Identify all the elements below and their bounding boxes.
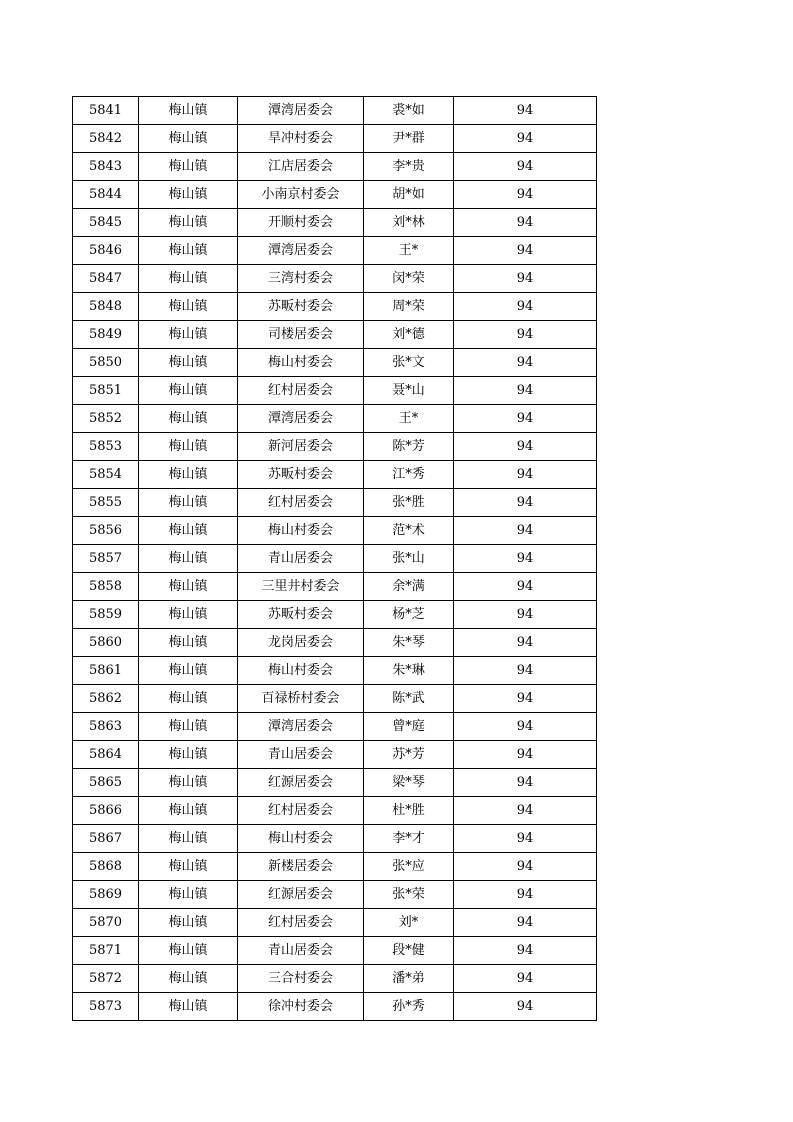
- committee-cell: 新楼居委会: [238, 853, 364, 881]
- town-cell: 梅山镇: [139, 153, 238, 181]
- table-row: [73, 573, 597, 601]
- town-cell: 梅山镇: [139, 405, 238, 433]
- committee-cell: 江店居委会: [238, 153, 364, 181]
- table-row: [73, 993, 597, 1021]
- committee-cell: 青山居委会: [238, 545, 364, 573]
- row-number-cell: 5850: [73, 349, 139, 377]
- score-cell: 94: [454, 349, 597, 377]
- person-name-cell: 潘*弟: [364, 965, 454, 993]
- score-cell: 94: [454, 517, 597, 545]
- row-number-cell: 5868: [73, 853, 139, 881]
- row-number-cell: 5858: [73, 573, 139, 601]
- row-number-cell: 5872: [73, 965, 139, 993]
- score-cell: 94: [454, 937, 597, 965]
- score-cell: 94: [454, 433, 597, 461]
- table-row: [73, 237, 597, 265]
- person-name-cell: 张*荣: [364, 881, 454, 909]
- table-row: [73, 153, 597, 181]
- row-number-cell: 5842: [73, 125, 139, 153]
- row-number-cell: 5855: [73, 489, 139, 517]
- person-name-cell: 周*荣: [364, 293, 454, 321]
- table-row: [73, 349, 597, 377]
- town-cell: 梅山镇: [139, 769, 238, 797]
- table-row: [73, 265, 597, 293]
- row-number-cell: 5869: [73, 881, 139, 909]
- person-name-cell: 裘*如: [364, 97, 454, 125]
- table-row: [73, 825, 597, 853]
- table-row: [73, 405, 597, 433]
- table-row: [73, 97, 597, 125]
- score-cell: 94: [454, 545, 597, 573]
- table-row: [73, 517, 597, 545]
- committee-cell: 苏畈村委会: [238, 461, 364, 489]
- person-name-cell: 陈*芳: [364, 433, 454, 461]
- row-number-cell: 5863: [73, 713, 139, 741]
- score-cell: 94: [454, 629, 597, 657]
- committee-cell: 三里井村委会: [238, 573, 364, 601]
- table-row: [73, 685, 597, 713]
- row-number-cell: 5859: [73, 601, 139, 629]
- town-cell: 梅山镇: [139, 433, 238, 461]
- row-number-cell: 5852: [73, 405, 139, 433]
- row-number-cell: 5854: [73, 461, 139, 489]
- row-number-cell: 5847: [73, 265, 139, 293]
- score-cell: 94: [454, 181, 597, 209]
- person-name-cell: 苏*芳: [364, 741, 454, 769]
- person-name-cell: 杜*胜: [364, 797, 454, 825]
- person-name-cell: 聂*山: [364, 377, 454, 405]
- score-cell: 94: [454, 573, 597, 601]
- committee-cell: 苏畈村委会: [238, 293, 364, 321]
- row-number-cell: 5865: [73, 769, 139, 797]
- committee-cell: 梅山村委会: [238, 517, 364, 545]
- town-cell: 梅山镇: [139, 965, 238, 993]
- table-row: [73, 713, 597, 741]
- town-cell: 梅山镇: [139, 937, 238, 965]
- row-number-cell: 5861: [73, 657, 139, 685]
- table-row: [73, 797, 597, 825]
- committee-cell: 红村居委会: [238, 797, 364, 825]
- town-cell: 梅山镇: [139, 909, 238, 937]
- town-cell: 梅山镇: [139, 377, 238, 405]
- person-name-cell: 杨*芝: [364, 601, 454, 629]
- committee-cell: 潭湾居委会: [238, 237, 364, 265]
- score-cell: 94: [454, 853, 597, 881]
- town-cell: 梅山镇: [139, 685, 238, 713]
- row-number-cell: 5867: [73, 825, 139, 853]
- score-cell: 94: [454, 461, 597, 489]
- row-number-cell: 5866: [73, 797, 139, 825]
- committee-cell: 旱冲村委会: [238, 125, 364, 153]
- committee-cell: 红村居委会: [238, 489, 364, 517]
- committee-cell: 开顺村委会: [238, 209, 364, 237]
- town-cell: 梅山镇: [139, 349, 238, 377]
- score-cell: 94: [454, 769, 597, 797]
- town-cell: 梅山镇: [139, 125, 238, 153]
- score-cell: 94: [454, 125, 597, 153]
- committee-cell: 红源居委会: [238, 769, 364, 797]
- table-row: [73, 125, 597, 153]
- table-row: [73, 545, 597, 573]
- committee-cell: 新河居委会: [238, 433, 364, 461]
- records-body: [73, 97, 597, 1021]
- row-number-cell: 5843: [73, 153, 139, 181]
- person-name-cell: 段*健: [364, 937, 454, 965]
- row-number-cell: 5870: [73, 909, 139, 937]
- person-name-cell: 张*文: [364, 349, 454, 377]
- row-number-cell: 5845: [73, 209, 139, 237]
- town-cell: 梅山镇: [139, 993, 238, 1021]
- row-number-cell: 5873: [73, 993, 139, 1021]
- row-number-cell: 5871: [73, 937, 139, 965]
- score-cell: 94: [454, 293, 597, 321]
- person-name-cell: 江*秀: [364, 461, 454, 489]
- committee-cell: 红村居委会: [238, 377, 364, 405]
- town-cell: 梅山镇: [139, 825, 238, 853]
- score-cell: 94: [454, 377, 597, 405]
- row-number-cell: 5853: [73, 433, 139, 461]
- row-number-cell: 5864: [73, 741, 139, 769]
- row-number-cell: 5848: [73, 293, 139, 321]
- score-cell: 94: [454, 237, 597, 265]
- committee-cell: 三湾村委会: [238, 265, 364, 293]
- row-number-cell: 5841: [73, 97, 139, 125]
- committee-cell: 潭湾居委会: [238, 97, 364, 125]
- score-cell: 94: [454, 405, 597, 433]
- town-cell: 梅山镇: [139, 601, 238, 629]
- score-cell: 94: [454, 881, 597, 909]
- table-row: [73, 657, 597, 685]
- person-name-cell: 王*: [364, 237, 454, 265]
- committee-cell: 青山居委会: [238, 741, 364, 769]
- town-cell: 梅山镇: [139, 237, 238, 265]
- person-name-cell: 梁*琴: [364, 769, 454, 797]
- score-cell: 94: [454, 993, 597, 1021]
- person-name-cell: 孙*秀: [364, 993, 454, 1021]
- table-row: [73, 881, 597, 909]
- score-cell: 94: [454, 321, 597, 349]
- person-name-cell: 张*山: [364, 545, 454, 573]
- person-name-cell: 张*胜: [364, 489, 454, 517]
- score-cell: 94: [454, 965, 597, 993]
- table-row: [73, 321, 597, 349]
- person-name-cell: 曾*庭: [364, 713, 454, 741]
- committee-cell: 梅山村委会: [238, 349, 364, 377]
- table-row: [73, 909, 597, 937]
- table-row: [73, 937, 597, 965]
- committee-cell: 龙岗居委会: [238, 629, 364, 657]
- score-cell: 94: [454, 825, 597, 853]
- town-cell: 梅山镇: [139, 853, 238, 881]
- score-cell: 94: [454, 741, 597, 769]
- committee-cell: 三合村委会: [238, 965, 364, 993]
- town-cell: 梅山镇: [139, 573, 238, 601]
- score-cell: 94: [454, 685, 597, 713]
- town-cell: 梅山镇: [139, 181, 238, 209]
- row-number-cell: 5846: [73, 237, 139, 265]
- town-cell: 梅山镇: [139, 629, 238, 657]
- committee-cell: 百禄桥村委会: [238, 685, 364, 713]
- committee-cell: 红源居委会: [238, 881, 364, 909]
- committee-cell: 梅山村委会: [238, 657, 364, 685]
- table-row: [73, 293, 597, 321]
- table-row: [73, 741, 597, 769]
- town-cell: 梅山镇: [139, 265, 238, 293]
- town-cell: 梅山镇: [139, 713, 238, 741]
- table-row: [73, 377, 597, 405]
- town-cell: 梅山镇: [139, 489, 238, 517]
- person-name-cell: 刘*德: [364, 321, 454, 349]
- score-cell: 94: [454, 153, 597, 181]
- row-number-cell: 5860: [73, 629, 139, 657]
- person-name-cell: 闵*荣: [364, 265, 454, 293]
- town-cell: 梅山镇: [139, 209, 238, 237]
- score-cell: 94: [454, 209, 597, 237]
- town-cell: 梅山镇: [139, 293, 238, 321]
- person-name-cell: 陈*武: [364, 685, 454, 713]
- committee-cell: 青山居委会: [238, 937, 364, 965]
- committee-cell: 梅山村委会: [238, 825, 364, 853]
- person-name-cell: 范*术: [364, 517, 454, 545]
- row-number-cell: 5849: [73, 321, 139, 349]
- committee-cell: 苏畈村委会: [238, 601, 364, 629]
- table-row: [73, 209, 597, 237]
- table-row: [73, 489, 597, 517]
- score-cell: 94: [454, 97, 597, 125]
- town-cell: 梅山镇: [139, 517, 238, 545]
- table-row: [73, 601, 597, 629]
- table-row: [73, 769, 597, 797]
- row-number-cell: 5844: [73, 181, 139, 209]
- person-name-cell: 王*: [364, 405, 454, 433]
- town-cell: 梅山镇: [139, 321, 238, 349]
- person-name-cell: 李*贵: [364, 153, 454, 181]
- town-cell: 梅山镇: [139, 545, 238, 573]
- table-row: [73, 433, 597, 461]
- person-name-cell: 刘*: [364, 909, 454, 937]
- committee-cell: 司楼居委会: [238, 321, 364, 349]
- row-number-cell: 5857: [73, 545, 139, 573]
- person-name-cell: 朱*琴: [364, 629, 454, 657]
- person-name-cell: 李*才: [364, 825, 454, 853]
- score-cell: 94: [454, 713, 597, 741]
- score-cell: 94: [454, 909, 597, 937]
- town-cell: 梅山镇: [139, 797, 238, 825]
- person-name-cell: 刘*林: [364, 209, 454, 237]
- score-cell: 94: [454, 797, 597, 825]
- person-name-cell: 朱*琳: [364, 657, 454, 685]
- town-cell: 梅山镇: [139, 657, 238, 685]
- committee-cell: 潭湾居委会: [238, 713, 364, 741]
- person-name-cell: 余*满: [364, 573, 454, 601]
- row-number-cell: 5851: [73, 377, 139, 405]
- committee-cell: 潭湾居委会: [238, 405, 364, 433]
- table-row: [73, 181, 597, 209]
- person-name-cell: 胡*如: [364, 181, 454, 209]
- town-cell: 梅山镇: [139, 97, 238, 125]
- committee-cell: 小南京村委会: [238, 181, 364, 209]
- table-row: [73, 853, 597, 881]
- committee-cell: 红村居委会: [238, 909, 364, 937]
- table-row: [73, 965, 597, 993]
- score-cell: 94: [454, 489, 597, 517]
- table-row: [73, 461, 597, 489]
- records-table: [72, 96, 597, 1021]
- town-cell: 梅山镇: [139, 881, 238, 909]
- row-number-cell: 5862: [73, 685, 139, 713]
- town-cell: 梅山镇: [139, 741, 238, 769]
- score-cell: 94: [454, 657, 597, 685]
- score-cell: 94: [454, 265, 597, 293]
- table-row: [73, 629, 597, 657]
- person-name-cell: 张*应: [364, 853, 454, 881]
- score-cell: 94: [454, 601, 597, 629]
- town-cell: 梅山镇: [139, 461, 238, 489]
- committee-cell: 徐冲村委会: [238, 993, 364, 1021]
- row-number-cell: 5856: [73, 517, 139, 545]
- person-name-cell: 尹*群: [364, 125, 454, 153]
